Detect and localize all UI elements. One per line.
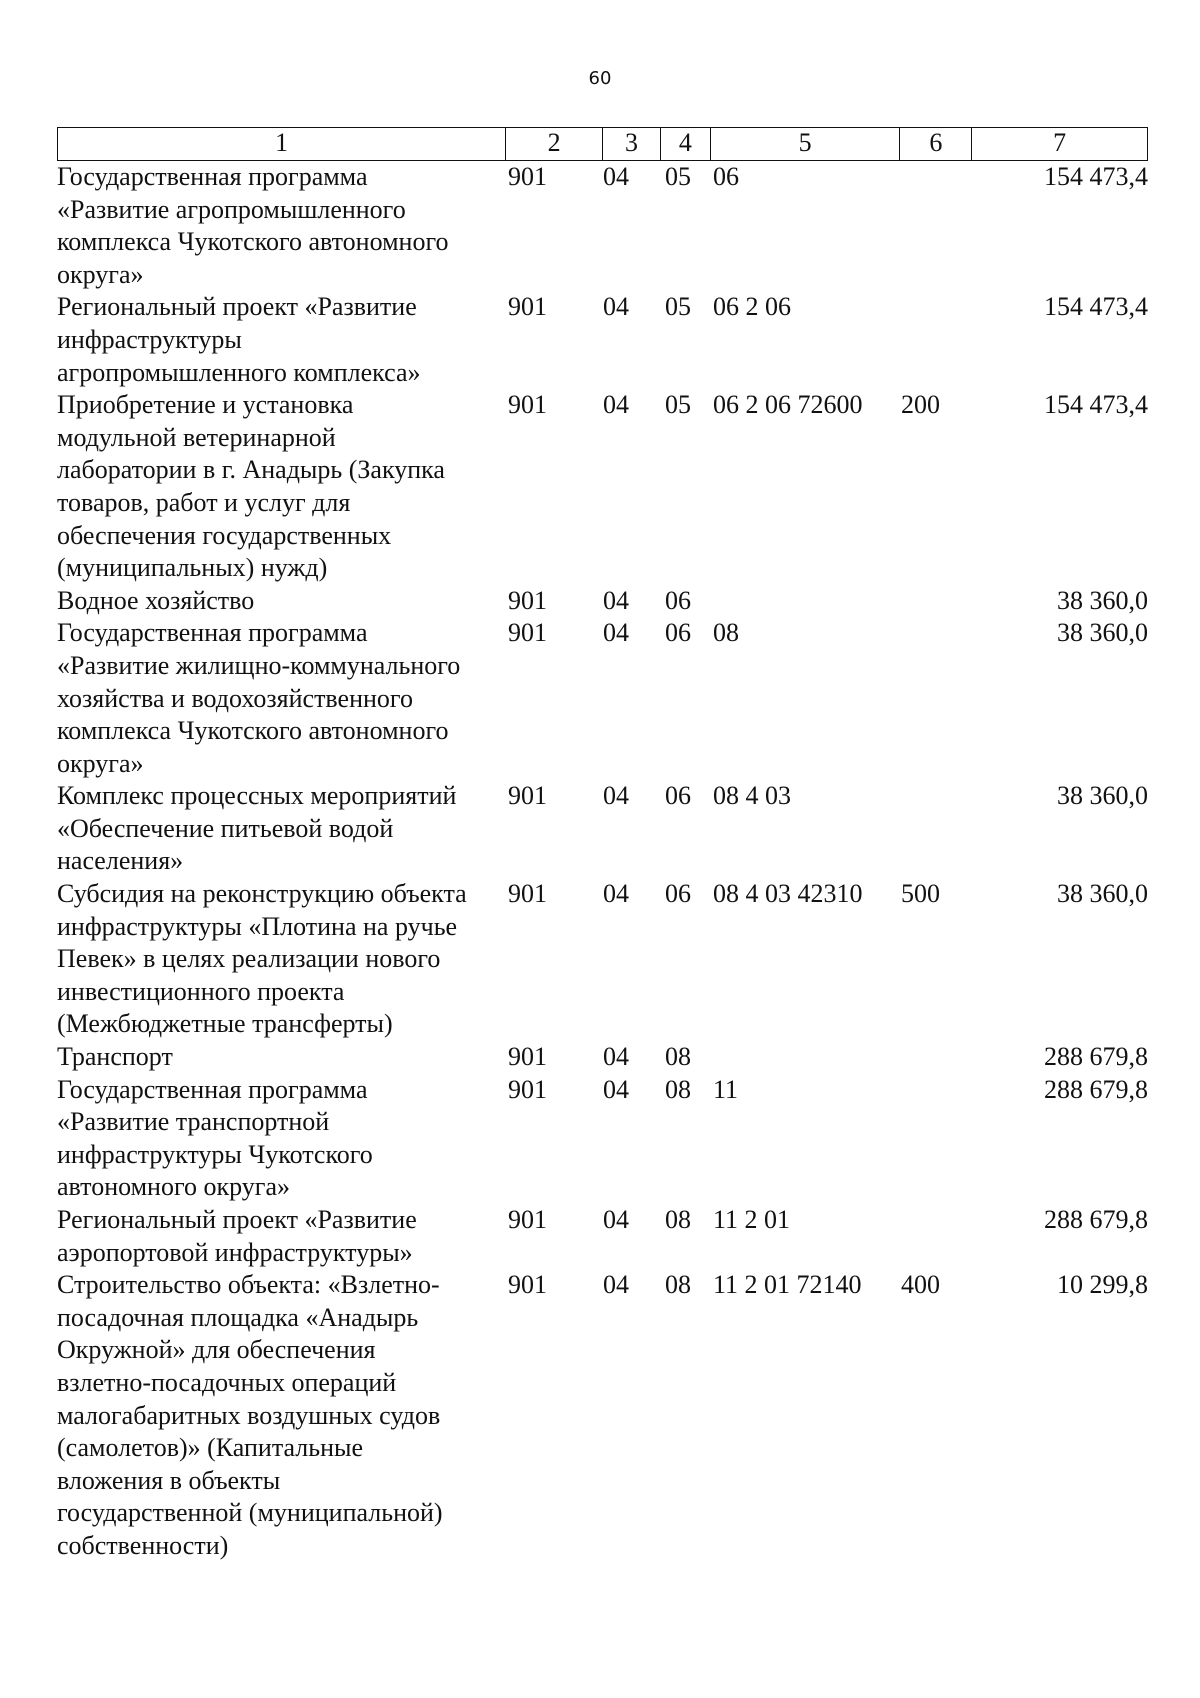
row-col-2: 901 [508, 781, 547, 811]
row-col-2: 901 [508, 618, 547, 648]
row-col-5 [711, 1041, 901, 1074]
table-row [57, 1074, 1148, 1204]
row-col-7: 288 679,8 [1044, 1074, 1148, 1104]
row-col-6 [901, 291, 973, 389]
row-col-3: 04 [603, 390, 629, 420]
row-name: Региональный проект «Развитие аэропортовой инфраструктуры» [57, 1205, 417, 1267]
row-col-3: 04 [603, 618, 629, 648]
row-name: Строительство объекта: «Взлетно- посадочная площадка «Анадырь Окружной» для обеспечения взлетно-посадочных операций малогабаритных воздушных судов (самолетов)» (Капитальные вложения в объекты государственной (муниципальной) собственности) [57, 1270, 443, 1560]
row-col-4: 06 [665, 879, 691, 909]
header-col-7: 7 [1053, 128, 1067, 157]
table-row [57, 780, 1148, 878]
table-row [57, 291, 1148, 389]
row-col-2: 901 [508, 1270, 547, 1300]
table-row [57, 1269, 1148, 1562]
row-col-3: 04 [603, 781, 629, 811]
row-col-4: 08 [665, 1042, 691, 1072]
row-name: Государственная программа «Развитие жилищно-коммунального хозяйства и водохозяйственного комплекса Чукотского автономного округа» [57, 618, 461, 778]
row-col-6 [901, 1074, 973, 1204]
row-col-6: 200 [901, 390, 940, 420]
header-col-4: 4 [661, 128, 711, 160]
row-col-3: 04 [603, 879, 629, 909]
row-col-7: 154 473,4 [1044, 292, 1148, 322]
row-col-6 [901, 780, 973, 878]
header-col-3: 3 [603, 128, 661, 160]
row-col-4: 06 [665, 585, 691, 615]
row-col-5: 11 2 01 [713, 1205, 791, 1234]
row-col-3: 04 [603, 292, 629, 322]
row-col-6: 500 [901, 879, 940, 909]
header-col-1: 1 [58, 128, 506, 160]
row-name: Приобретение и установка модульной ветеринарной лаборатории в г. Анадырь (Закупка товаров, работ и услуг для обеспечения государственных (муниципальных) нужд) [57, 390, 445, 583]
table-row [57, 878, 1148, 1041]
row-col-6 [901, 585, 973, 618]
row-col-7: 10 299,8 [1057, 1270, 1148, 1300]
row-col-7: 38 360,0 [1057, 781, 1148, 811]
header-col-2: 2 [506, 128, 603, 160]
row-col-4: 06 [665, 618, 691, 648]
row-col-2: 901 [508, 1205, 547, 1234]
row-col-2: 901 [508, 390, 547, 420]
row-col-7: 38 360,0 [1057, 585, 1148, 615]
row-name: Водное хозяйство [57, 585, 255, 615]
row-name: Транспорт [57, 1042, 173, 1072]
row-col-7: 288 679,8 [1044, 1042, 1148, 1072]
table-body [57, 161, 1148, 1563]
row-col-7: 154 473,4 [1044, 162, 1148, 191]
table-row [57, 1204, 1148, 1269]
row-col-7: 38 360,0 [1057, 618, 1148, 648]
table-header [57, 127, 1148, 161]
row-col-3: 04 [603, 1074, 629, 1104]
row-col-4: 06 [665, 781, 691, 811]
row-col-4: 08 [665, 1270, 691, 1300]
row-col-6 [901, 1204, 973, 1269]
row-name: Региональный проект «Развитие инфраструктуры агропромышленного комплекса» [57, 292, 421, 387]
row-col-7: 154 473,4 [1044, 390, 1148, 420]
row-col-5: 08 4 03 42310 [713, 879, 863, 909]
row-col-5: 06 [713, 162, 739, 191]
table-row [57, 585, 1148, 618]
table-row [57, 161, 1148, 291]
row-col-2: 901 [508, 162, 547, 191]
row-col-4: 08 [665, 1074, 691, 1104]
table-row [57, 389, 1148, 585]
table-row [57, 617, 1148, 780]
row-col-7: 38 360,0 [1057, 879, 1148, 909]
row-col-5: 08 [713, 618, 739, 648]
row-col-3: 04 [603, 585, 629, 615]
row-col-2: 901 [508, 1042, 547, 1072]
row-col-5: 11 [713, 1074, 739, 1104]
row-col-2: 901 [508, 292, 547, 322]
table-row [57, 1041, 1148, 1074]
row-col-7: 288 679,8 [1044, 1205, 1148, 1234]
row-col-6: 400 [901, 1270, 940, 1300]
row-col-6 [901, 161, 973, 291]
row-col-3: 04 [603, 1205, 629, 1234]
row-col-6 [901, 1041, 973, 1074]
row-name: Государственная программа «Развитие транспортной инфраструктуры Чукотского автономного округа» [57, 1074, 373, 1202]
row-name: Субсидия на реконструкцию объекта инфраструктуры «Плотина на ручье Певек» в целях реализации нового инвестиционного проекта (Межбюджетные трансферты) [57, 879, 467, 1039]
row-col-4: 05 [665, 390, 691, 420]
row-col-4: 08 [665, 1205, 691, 1234]
row-col-5: 06 2 06 72600 [713, 390, 863, 420]
row-col-2: 901 [508, 879, 547, 909]
row-col-3: 04 [603, 162, 629, 191]
row-col-4: 05 [665, 162, 691, 191]
row-col-6 [901, 617, 973, 780]
header-col-6: 6 [900, 128, 972, 160]
row-col-2: 901 [508, 585, 547, 615]
row-name: Государственная программа «Развитие агропромышленного комплекса Чукотского автономного округа» [57, 162, 449, 289]
header-col-5: 5 [711, 128, 901, 160]
row-col-5: 06 2 06 [713, 292, 791, 322]
row-name: Комплекс процессных мероприятий «Обеспечение питьевой водой населения» [57, 781, 457, 876]
row-col-3: 04 [603, 1042, 629, 1072]
row-col-2: 901 [508, 1074, 547, 1104]
row-col-5 [711, 585, 901, 618]
page-number: 60 [588, 68, 612, 89]
row-col-4: 05 [665, 292, 691, 322]
row-col-3: 04 [603, 1270, 629, 1300]
row-col-5: 11 2 01 72140 [713, 1270, 862, 1300]
row-col-5: 08 4 03 [713, 781, 791, 811]
